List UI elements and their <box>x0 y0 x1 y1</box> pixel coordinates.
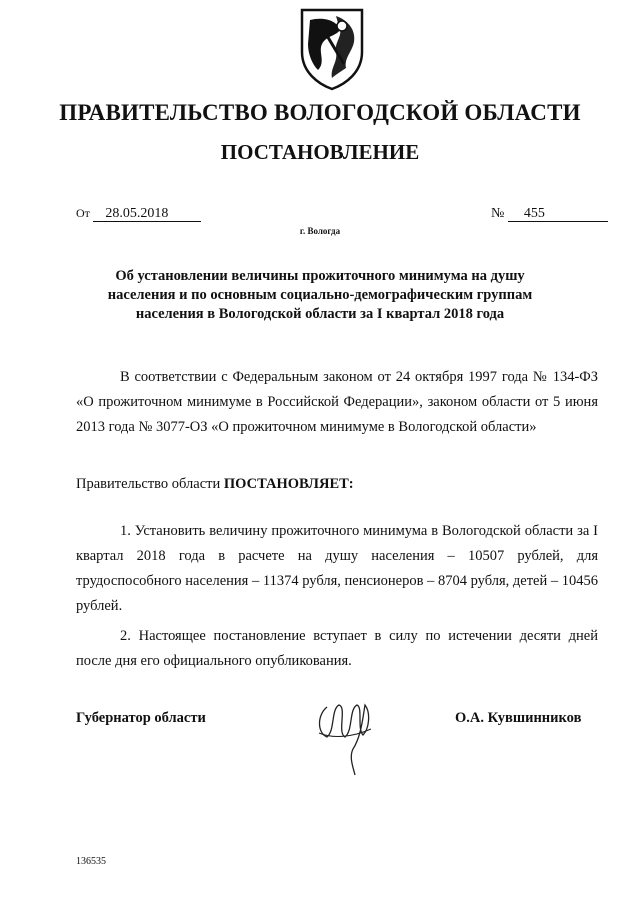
preamble-paragraph: В соответствии с Федеральным законом от 24 октября 1997 года № 134-ФЗ «О прожиточном минимуме в Российской Федерации», законом области от 5 июня 2013 года № 3077-ОЗ «О прожиточном минимуме в Вологодской области» <box>76 369 598 435</box>
decree-subject: Об установлении величины прожиточного минимума на душу населения и по основным социально-демографическим группам населения в Вологодской области за I квартал 2018 года <box>107 268 533 322</box>
decree-prefix: Правительство области <box>76 476 224 492</box>
date-value: 28.05.2018 <box>93 207 201 222</box>
city-label: г. Вологда <box>299 226 341 236</box>
handwritten-signature-icon <box>313 693 377 777</box>
number-row <box>491 206 608 222</box>
number-label: № <box>491 206 505 221</box>
decree-line <box>76 472 598 497</box>
signatory-position: Губернатор области <box>76 710 206 726</box>
item-1-paragraph: 1. Установить величину прожиточного минимума в Вологодской области за I квартал 2018 года в расчете на душу населения – 10507 рублей, для трудоспособного населения – 11374 рубля, пенсионеров – 8704 рубля, детей – 10456 рублей. <box>76 523 598 614</box>
document-type-title: ПОСТАНОВЛЕНИЕ <box>220 140 420 164</box>
document-code: 136535 <box>76 856 106 867</box>
item-2-paragraph: 2. Настоящее постановление вступает в силу по истечении десяти дней после дня его официального опубликования. <box>76 628 598 669</box>
coat-of-arms-icon <box>296 6 368 92</box>
date-label: От <box>76 206 90 220</box>
date-row <box>76 206 201 222</box>
number-value: 455 <box>508 207 608 222</box>
decree-word: ПОСТАНОВЛЯЕТ: <box>223 476 354 492</box>
government-title: ПРАВИТЕЛЬСТВО ВОЛОГОДСКОЙ ОБЛАСТИ <box>59 100 581 125</box>
signatory-name: О.А. Кувшинников <box>455 710 582 726</box>
